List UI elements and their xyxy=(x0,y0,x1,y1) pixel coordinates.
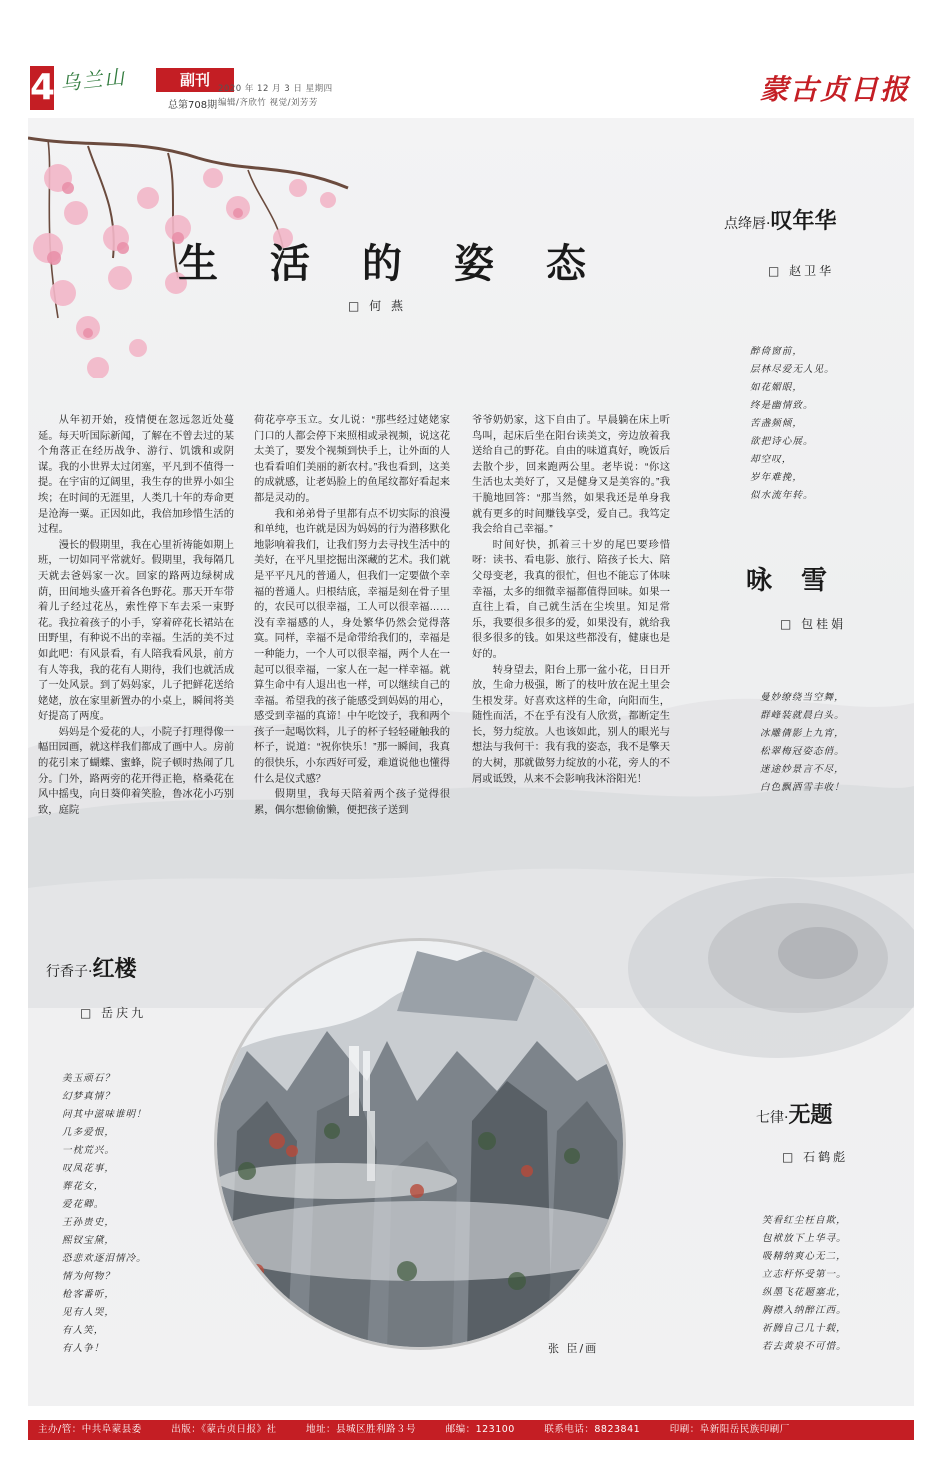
page-number: 4 xyxy=(30,67,56,108)
poem-line: 熙钗宝黛， xyxy=(62,1235,115,1246)
poem-line: 几多爱恨， xyxy=(62,1127,115,1138)
poem-body-yong-xue xyxy=(760,689,900,797)
poem-line: 有人笑， xyxy=(62,1325,105,1336)
poem-line: 如花媚眼， xyxy=(750,382,803,393)
poem-line: 胸襟入纳醉江西。 xyxy=(762,1305,847,1316)
article-title: 生活的姿态 xyxy=(178,240,638,287)
article-column-2 xyxy=(254,413,450,818)
editors-credit: 编辑/齐欣竹 视觉/刘芳芳 xyxy=(218,98,318,108)
column-logo: 乌兰山 xyxy=(59,64,128,96)
article-paragraph: 转身望去，阳台上那一盆小花，日日开放，生命力极强，断了的枝叶放在泥土里会生根发芽。好喜欢这样的生命，向阳而生，随性而活，不在乎有没有人欣赏，都断定生长，努力绽放。人也该如此，别人的眼光与想法与我何干：我有我的姿态，我不是擎天的大树，那就做努力绽放的小花，旁人的不屑或诋毁，从来不会影响我沐浴阳光！ xyxy=(472,664,670,785)
poem-line: 迷途妙景言不尽， xyxy=(760,764,845,775)
poem-tune: 七律· xyxy=(756,1110,789,1126)
poem-line: 曼妙缭绕当空舞， xyxy=(760,692,845,703)
poem-author: □ 赵卫华 xyxy=(768,264,835,278)
article-column-1 xyxy=(38,413,234,818)
poem-line: 岁年难挽， xyxy=(750,472,803,483)
mountain-painting-image xyxy=(217,941,626,1350)
poem-line: 白色飘洒雪丰收！ xyxy=(760,782,845,793)
poem-line: 终是幽情致。 xyxy=(750,400,814,411)
article-paragraph: 我和弟弟骨子里都有点不切实际的浪漫和单纯，也许就是因为妈妈的行为潜移默化地影响着我们，让我们努力去寻找生活中的美好，在平凡里挖掘出深藏的艺术。我们就是平平凡凡的普通人，但我们一定要做个幸福的普通人。归根结底，幸福是刻在骨子里的，农民可以很幸福，工人可以很幸福……没有幸福感的人，身处繁华仍然会觉得落寞。同样，幸福不是命带给我们的，幸福是一种能力，一个人可以很幸福，两个人在一起可以很幸福，一家人在一起一样幸福。就算生命中有人退出也一样，可以继续自己的幸福。希望我的孩子能感受到妈妈的用心，感受到幸福的真谛！中午吃饺子，我和两个孩子一起喝饮料，儿子的杯子轻轻碰触我的杯子，说道：“祝你快乐！”那一瞬间，我真的很快乐，小东西好可爱，难道说他也懂得什么是仪式感？ xyxy=(254,508,450,785)
poem-body-tan-nian-hua xyxy=(750,343,890,505)
article-paragraph: 从年初开始，疫情便在忽远忽近处蔓延。每天听国际新闻，了解在不曾去过的某个角落正在经历战争、游行、饥饿和或阴谋。我的小世界太过闭塞，平凡到不值得一提。在宇宙的辽阔里，我生存的世界小如尘埃；在时间的无涯里，人类几十年的寿命更是沧海一粟。正因如此，我倍加珍惜生活的过程。 xyxy=(38,415,234,536)
poem-line: 幻梦真情？ xyxy=(62,1091,115,1102)
issue-number: 总第708期 xyxy=(168,100,218,111)
poem-body-hong-lou xyxy=(62,1070,202,1358)
poem-line: 苦盏频倾， xyxy=(750,418,803,429)
publication-date: 2020 年 12 月 3 日 星期四 xyxy=(218,84,333,94)
footer-printer: 印刷：阜新阳岳民族印刷厂 xyxy=(669,1424,790,1435)
poem-name: 红楼 xyxy=(92,956,137,982)
article-paragraph: 荷花亭亭玉立。女儿说：“那些经过姥姥家门口的人都会停下来照相或录视频，说这花太美了，要发个视频到快手上，让外面的人也看看咱们美丽的新农村。”我也看到，这美的成就感，让老妈脸上的鱼尾纹都好看起来都是灵动的。 xyxy=(254,415,450,504)
poem-line: 包袱放下上华寻。 xyxy=(762,1233,847,1244)
poem-line: 群峰装就晨白头。 xyxy=(760,710,845,721)
poem-line: 松翠梅冠姿态俏。 xyxy=(760,746,845,757)
poem-author: □ 石鹤彪 xyxy=(782,1150,849,1164)
poem-line: 纵墨飞花题塞北， xyxy=(762,1287,847,1298)
article-column-3 xyxy=(472,413,670,787)
poem-line: 爱花卿。 xyxy=(62,1199,105,1210)
poem-line: 立志杆怀受第一。 xyxy=(762,1269,847,1280)
poem-title-yong-xue xyxy=(746,560,837,597)
poem-author: □ 岳庆九 xyxy=(80,1006,147,1020)
poem-line: 美玉顽石？ xyxy=(62,1073,115,1084)
poem-line: 问其中滋味谁明！ xyxy=(62,1109,147,1120)
footer-phone: 联系电话：8823841 xyxy=(544,1424,641,1435)
article-paragraph: 漫长的假期里，我在心里祈祷能如期上班，一切如同平常就好。假期里，我每隔几天就去爸妈家一次。回家的路两边绿树成荫，田间地头盛开着各色野花。那天开车带着儿子经过花丛，索性停下车去采一束野花。我拉着孩子的小手，穿着碎花长裙站在田野里，有种说不出的幸福。生活的美不过如此吧：有风景看，有人陪我看风景，前方有人等我，我的花有人期待，我们也就活成了一处风景。到了妈妈家，儿子把鲜花送给姥姥，放在家里新置办的小桌上，瞬间将美好提高了两度。 xyxy=(38,539,234,723)
poem-line: 欲把诗心展。 xyxy=(750,436,814,447)
poem-line: 却空叹， xyxy=(750,454,793,465)
poem-line: 枪客番听， xyxy=(62,1289,115,1300)
article-author: □ 何 燕 xyxy=(348,299,406,313)
footer-bar xyxy=(28,1420,914,1440)
poem-line: 似水流年转。 xyxy=(750,490,814,501)
poem-body-wu-ti xyxy=(762,1212,902,1356)
poem-name: 咏 雪 xyxy=(746,566,838,596)
poem-line: 醉倚窗前， xyxy=(750,346,803,357)
poem-author: □ 包桂娟 xyxy=(780,617,847,631)
footer-postcode: 邮编：123100 xyxy=(445,1424,515,1435)
poem-line: 祈腾自己几十载， xyxy=(762,1323,847,1334)
poem-name: 无题 xyxy=(788,1102,833,1128)
poem-line: 情为何物？ xyxy=(62,1271,115,1282)
poem-line: 一枕荒兴。 xyxy=(62,1145,115,1156)
poem-tune: 行香子· xyxy=(46,964,93,980)
poem-line: 叹凤花事， xyxy=(62,1163,115,1174)
poem-line: 葬花女， xyxy=(62,1181,105,1192)
poem-title-wu-ti xyxy=(756,1098,832,1129)
poem-line: 有人争！ xyxy=(62,1343,105,1354)
poem-line: 见有人哭， xyxy=(62,1307,115,1318)
footer-address: 地址：县城区胜利路３号 xyxy=(306,1424,417,1435)
masthead xyxy=(30,60,912,112)
poem-line: 恐悲欢逐泪情冷。 xyxy=(62,1253,147,1264)
painting-credit: 张 臣/画 xyxy=(548,1342,599,1355)
poem-line: 笑看红尘枉自欺， xyxy=(762,1215,847,1226)
poem-title-tan-nian-hua xyxy=(724,204,836,235)
poem-name: 叹年华 xyxy=(770,208,837,234)
footer-publisher: 出版：《蒙古贞日报》社 xyxy=(171,1424,277,1435)
article-paragraph: 时间好快，抓着三十岁的尾巴要珍惜呀：读书、看电影、旅行、陪孩子长大、陪父母变老，我真的很忙，但也不能忘了体味幸福，太多的细微幸福都值得回味。如果一直往上看，自己就生活在尘埃里。知足常乐，我要很多很多的爱，如果没有，就给我很多很多的钱。如果这些都没有，健康也是好的。 xyxy=(472,539,670,660)
poem-line: 冰雕倩影上九宵， xyxy=(760,728,845,739)
poem-line: 若去黄泉不可惜。 xyxy=(762,1341,847,1352)
poem-title-hong-lou xyxy=(46,952,136,983)
poem-line: 吸精纳爽心无二， xyxy=(762,1251,847,1262)
landscape-painting xyxy=(214,938,626,1350)
section-tag: 副刊 xyxy=(156,68,234,92)
poem-line: 王孙贵史， xyxy=(62,1217,115,1228)
article-paragraph: 假期里，我每天陪着两个孩子觉得很累，偶尔想偷偷懒，便把孩子送到 xyxy=(254,789,450,816)
footer-sponsor: 主办/管：中共阜蒙县委 xyxy=(38,1424,142,1435)
article-paragraph: 爷爷奶奶家，这下自由了。早晨躺在床上听鸟叫，起床后坐在阳台读美文，旁边放着我送给自己的野花。自由的味道真好，晚饭后去散个步，回来跑两公里。老毕说：“你这生活也太美好了，又是健身又是美容的。”我干脆地回答：“那当然，如果我还是单身我就有更多的时间赚钱享受，爱自己。我笃定我会给自己幸福。” xyxy=(472,415,670,536)
poem-line: 层林尽爱无人见。 xyxy=(750,364,835,375)
article-paragraph: 妈妈是个爱花的人，小院子打理得像一幅田园画，就这样我们都成了画中人。房前的花引来了蝴蝶、蜜蜂，院子顿时热闹了几分。门外，路两旁的花开得正艳，格桑花在风中摇曳，向日葵仰着笑脸，鲁冰花小巧别致，庭院 xyxy=(38,726,234,816)
newspaper-name: 蒙古贞日报 xyxy=(759,73,910,106)
ink-wash-decoration xyxy=(588,838,914,1098)
poem-tune: 点绛唇· xyxy=(724,216,771,232)
